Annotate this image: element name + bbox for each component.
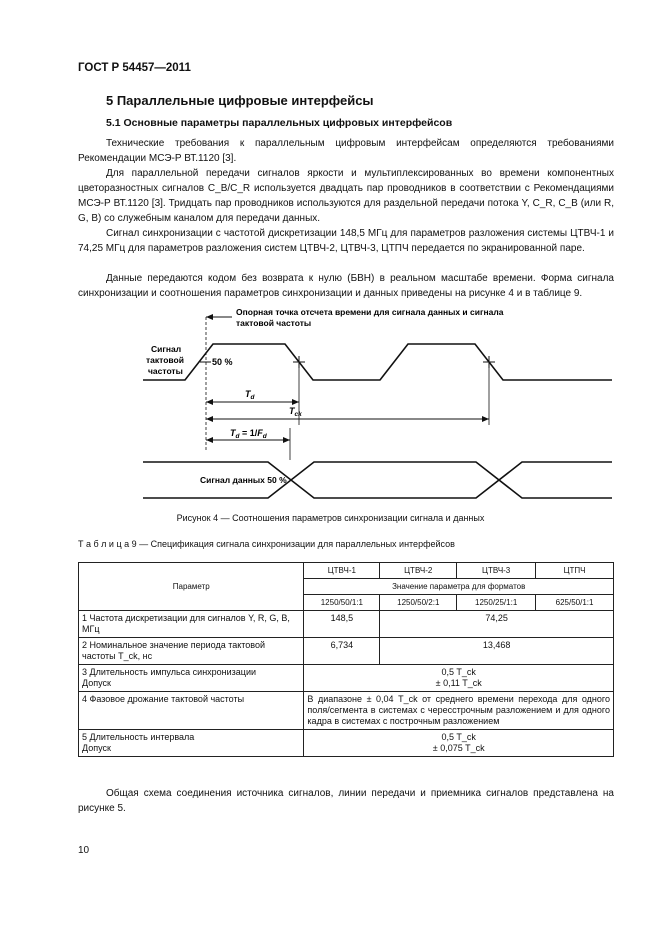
subsection-title: 5.1 Основные параметры параллельных цифровых интерфейсов (106, 117, 453, 129)
table-caption: Т а б л и ц а 9 — Спецификация сигнала синхронизации для параллельных интерфейсов (78, 539, 455, 549)
data-label: Сигнал данных 50 % (200, 475, 287, 485)
page-number: 10 (78, 845, 90, 856)
cell-value: 0,5 T_ck ± 0,11 T_ck (304, 665, 614, 692)
svg-text:тактовой частоты: тактовой частоты (236, 318, 312, 328)
clock-label-3: частоты (148, 366, 183, 376)
td-formula: $T_d = 1/F_d$ (230, 428, 267, 440)
paragraph-2: Для параллельной передачи сигналов яркости и мультиплексированных во времени компонентных цветоразностных сигналов C_B/C_R используется двадцать пар проводников в соответствии с Рекомендациями МСЭ-Р ВТ.1120 [3]. Тридцать пар проводников используются для раздельной передачи потока Y, C_R, C_B (или R, G, B) со служебным каналом для передачи данных. (78, 168, 614, 224)
timing-diagram (0, 300, 661, 510)
system-header: ЦТВЧ-1 (304, 563, 380, 579)
cell-value: 74,25 (380, 611, 614, 638)
row-label: 1 Частота дискретизации для сигналов Y, R, G, B, МГц (79, 611, 304, 638)
tck-label: $T_{ck}$ (289, 406, 302, 418)
system-header: ЦТВЧ-3 (457, 563, 536, 579)
row-label: 3 Длительность импульса синхронизации Допуск (79, 665, 304, 692)
cell-value: 148,5 (304, 611, 380, 638)
row-label: 5 Длительность интервала Допуск (79, 730, 304, 757)
table-row (79, 665, 614, 692)
table-row (79, 692, 614, 730)
system-header: ЦТПЧ (536, 563, 614, 579)
cell-value: 0,5 T_ck ± 0,075 T_ck (304, 730, 614, 757)
td-label: $T_d$ (245, 389, 255, 401)
paragraph-3: Сигнал синхронизации с частотой дискретизации 148,5 МГц для параметров разложения системы ЦТВЧ-1 и 74,25 МГц для параметров разложения систем ЦТВЧ-2, ЦТВЧ-3, ЦТПЧ передается по экранированной паре. (78, 228, 614, 254)
paragraph-1: Технические требования к параллельным цифровым интерфейсам определяются требованиями Рекомендации МСЭ-Р ВТ.1120 [3]. (78, 138, 614, 164)
row-label: 4 Фазовое дрожание тактовой частоты (79, 692, 304, 730)
table-row (79, 638, 614, 665)
format-header: 1250/50/1:1 (304, 595, 380, 611)
cell-value: В диапазоне ± 0,04 T_ck от среднего времени перехода для одного поля/сегмента в системах с чересстрочным разложением и для одного кадра в системах с построчным разложением (304, 692, 614, 730)
clock-label-2: тактовой (146, 355, 184, 365)
ref-label: Опорная точка отсчета времени для сигнала данных и сигнала (236, 307, 504, 317)
format-header: 1250/50/2:1 (380, 595, 457, 611)
closing-paragraph: Общая схема соединения источника сигналов, линии передачи и приемника сигналов представлена на рисунке 5. (78, 788, 614, 814)
spec-table (78, 562, 614, 757)
table-row (79, 730, 614, 757)
cell-value: 13,468 (380, 638, 614, 665)
formats-header: Значение параметра для форматов (304, 579, 614, 595)
format-header: 1250/25/1:1 (457, 595, 536, 611)
document-header: ГОСТ Р 54457—2011 (78, 62, 191, 74)
system-header: ЦТВЧ-2 (380, 563, 457, 579)
format-header: 625/50/1:1 (536, 595, 614, 611)
pct-label: 50 % (212, 357, 233, 367)
clock-label-1: Сигнал (151, 344, 182, 354)
param-header: Параметр (79, 563, 304, 611)
section-title: 5 Параллельные цифровые интерфейсы (106, 93, 374, 108)
paragraph-4: Данные передаются кодом без возврата к нулю (БВН) в реальном масштабе времени. Форма сигнала синхронизации и соотношения параметров синхронизации и данных приведены на рисунке 4 и в таблице 9. (78, 273, 614, 299)
figure-caption: Рисунок 4 — Соотношения параметров синхронизации сигнала и данных (176, 513, 485, 523)
cell-value: 6,734 (304, 638, 380, 665)
table-row (79, 611, 614, 638)
row-label: 2 Номинальное значение периода тактовой частоты T_ck, нс (79, 638, 304, 665)
